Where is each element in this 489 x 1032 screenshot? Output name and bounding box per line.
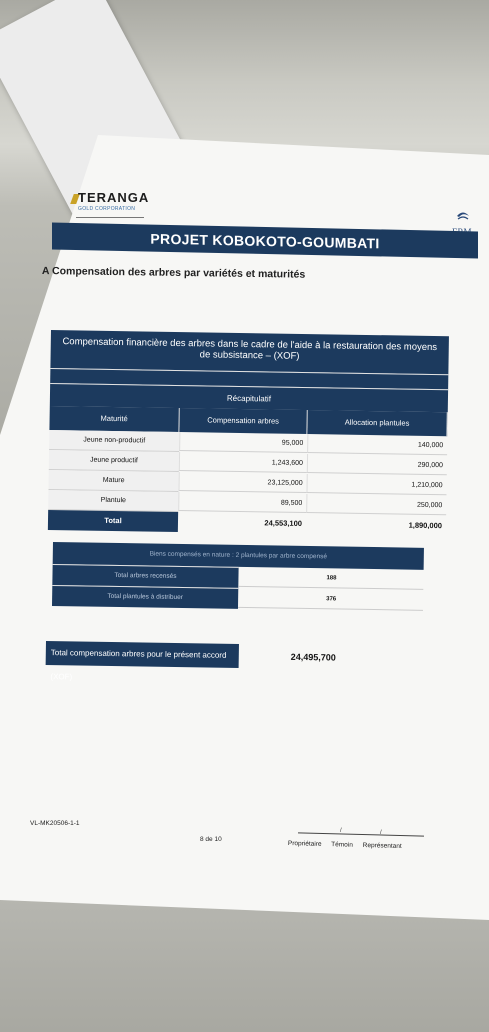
in-kind-header: Biens compensés en nature : 2 plantules par arbre compensé: [53, 542, 424, 570]
teranga-logo-subtitle: GOLD CORPORATION: [78, 206, 136, 212]
row-allocation: 140,000: [307, 434, 447, 455]
column-header-allocation: Allocation plantules: [307, 410, 447, 436]
row-compensation: 1,243,600: [179, 452, 307, 473]
row-label: Total plantules à distribuer: [52, 585, 238, 609]
section-title: A Compensation des arbres par variétés et maturités: [41, 265, 306, 281]
row-label: Total arbres recensés: [52, 564, 238, 588]
logo-divider: [76, 217, 144, 218]
page-number: 8 de 10: [200, 836, 222, 843]
compensation-table: [48, 330, 449, 536]
row-value: 188: [238, 567, 423, 590]
signature-separator: /: [340, 828, 342, 834]
row-label: Jeune productif: [49, 450, 179, 472]
signature-owner: Propriétaire: [287, 840, 322, 848]
column-header-maturity: Maturité: [49, 406, 179, 432]
recap-header: Récapitulatif: [50, 383, 448, 412]
erm-logo-icon: [454, 207, 472, 225]
document-reference: VL-MK20506-1-1: [30, 820, 80, 827]
row-label: Plantule: [48, 490, 178, 512]
row-value: 376: [238, 588, 423, 611]
row-allocation: 1,210,000: [306, 474, 446, 495]
in-kind-table: [52, 542, 424, 612]
signature-witness: Témoin: [331, 841, 353, 849]
summary-label: Total compensation arbres pour le présent accord (XOF): [46, 641, 239, 668]
teranga-logo: TERANGA: [78, 190, 150, 205]
row-compensation: 23,125,000: [178, 472, 306, 493]
row-compensation: 89,500: [178, 492, 306, 513]
total-label: Total: [48, 510, 178, 532]
summary-row: [46, 641, 336, 682]
row-label: Mature: [48, 470, 178, 492]
row-allocation: 290,000: [307, 454, 447, 475]
column-header-compensation: Compensation arbres: [179, 408, 307, 434]
table-title: Compensation financière des arbres dans le cadre de l'aide à la restauration des moyens de subsistance – (XOF): [50, 330, 449, 374]
row-allocation: 250,000: [306, 494, 446, 515]
row-label: Jeune non-productif: [49, 430, 179, 452]
signature-separator: /: [380, 830, 382, 836]
summary-value: 24,495,700: [290, 651, 336, 663]
total-compensation: 24,553,100: [264, 518, 303, 528]
row-compensation: 95,000: [179, 432, 307, 453]
total-allocation: 1,890,000: [408, 520, 443, 531]
project-title: PROJET KOBOKOTO-GOUMBATI: [150, 230, 380, 251]
signature-representative: Représentant: [362, 841, 402, 850]
